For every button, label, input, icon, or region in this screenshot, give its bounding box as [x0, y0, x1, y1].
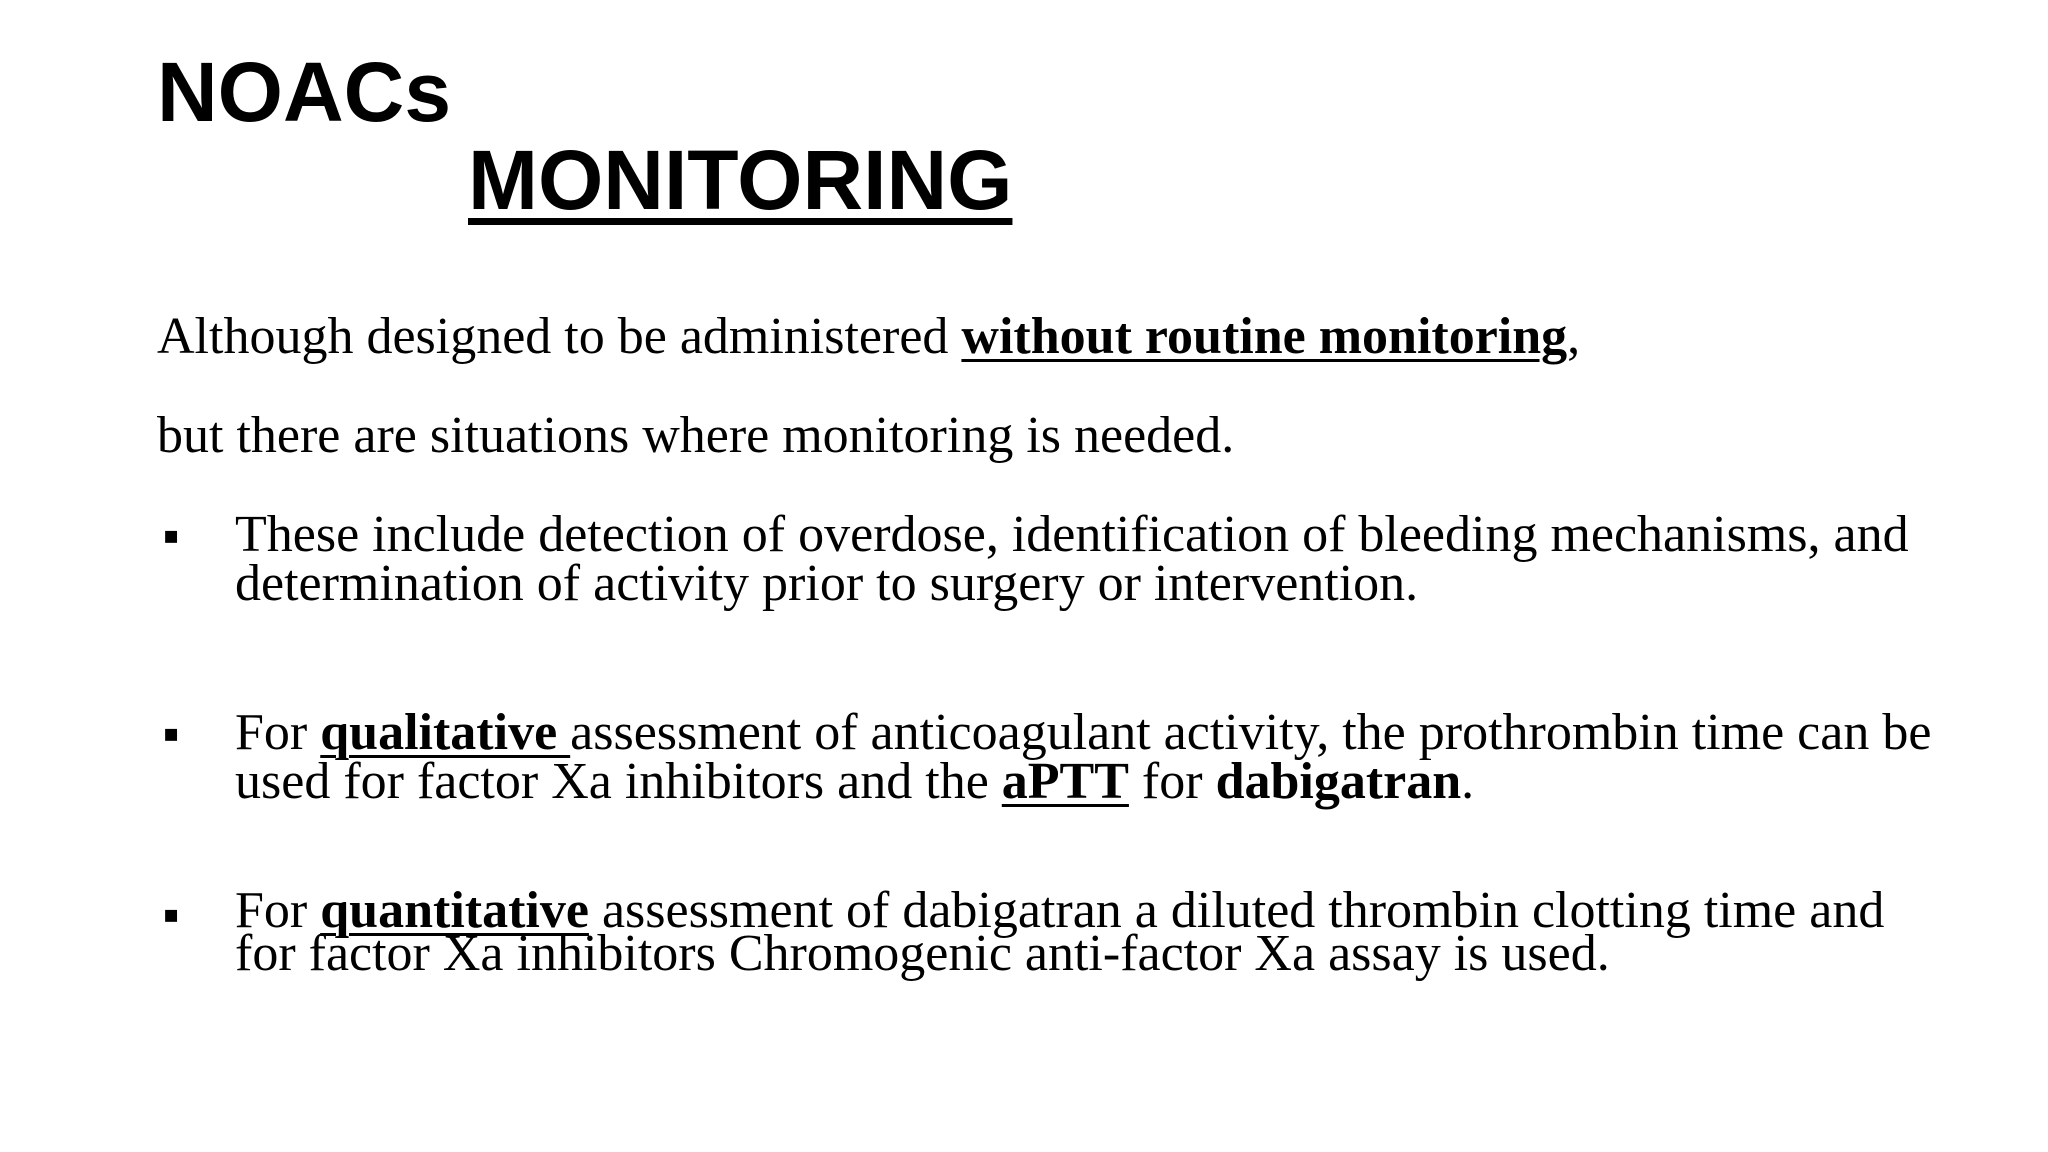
slide-subtitle: MONITORING	[468, 133, 1013, 227]
slide-title: NOACs	[157, 45, 452, 139]
second-line: but there are situations where monitoring is needed.	[157, 407, 1235, 464]
bullet-text-end: .	[1461, 753, 1475, 810]
intro-line	[157, 307, 1580, 367]
bullet-text	[235, 882, 1935, 982]
intro-text: Although designed to be administered	[157, 308, 962, 365]
bullet-text: These include detection of overdose, identification of bleeding mechanisms, and determination of activity prior to surgery or intervention.	[235, 506, 1909, 612]
intro-punctuation: ,	[1567, 308, 1581, 365]
keyword-aptt: aPTT	[1001, 753, 1129, 810]
bullet-text-lead: For	[235, 882, 321, 939]
bullet-square-icon: ▪	[163, 521, 180, 549]
keyword-quantitative: quantitative	[320, 882, 589, 939]
bullet-text-body: assessment of anticoagulant activity, the prothrombin time can be used for factor Xa inhibitors and the	[235, 704, 1932, 810]
bullet-text-body: assessment of dabigatran a diluted thrombin clotting time and for factor Xa inhibitors Chromogenic anti-factor Xa assay is used.	[235, 882, 1885, 982]
intro-emphasis: without routine monitoring	[961, 308, 1568, 365]
bullet-square-icon: ▪	[163, 900, 180, 928]
bullet-text-lead: For	[235, 704, 321, 761]
keyword-dabigatran: dabigatran	[1215, 753, 1462, 810]
keyword-qualitative: qualitative	[320, 704, 571, 761]
bullet-square-icon: ▪	[163, 719, 180, 747]
bullet-text	[235, 704, 1935, 810]
bullet-text-connector: for	[1128, 753, 1216, 810]
